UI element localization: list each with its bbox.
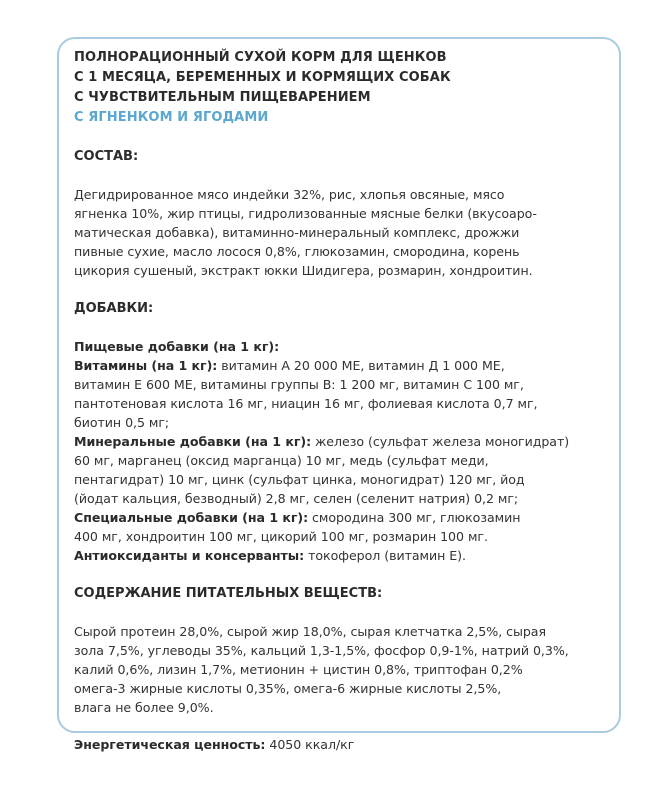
energy-label: Энергетическая ценность:	[74, 737, 266, 752]
composition-line: Дегидрированное мясо индейки 32%, рис, хлопья овсяные, мясо	[74, 187, 505, 202]
product-subtitle: С ЯГНЕНКОМ И ЯГОДАМИ	[74, 110, 269, 125]
title-line: С ЧУВСТВИТЕЛЬНЫМ ПИЩЕВАРЕНИЕМ	[74, 90, 371, 105]
minerals-line: 60 мг, марганец (оксид марганца) 10 мг, медь (сульфат меди,	[74, 453, 489, 468]
vitamins-line: биотин 0,5 мг;	[74, 415, 170, 430]
nutrients-line: Сырой протеин 28,0%, сырой жир 18,0%, сырая клетчатка 2,5%, сырая	[74, 624, 546, 639]
nutrients-text	[74, 622, 614, 717]
special-additives-text: смородина 300 мг, глюкозамин	[308, 510, 521, 525]
product-title	[74, 48, 614, 128]
minerals-line: (йодат кальция, безводный) 2,8 мг, селен (селенит натрия) 0,2 мг;	[74, 491, 519, 506]
minerals-label: Минеральные добавки (на 1 кг):	[74, 434, 312, 449]
antioxidants-label: Антиоксиданты и консерванты:	[74, 548, 305, 563]
title-line: С 1 МЕСЯЦА, БЕРЕМЕННЫХ И КОРМЯЩИХ СОБАК	[74, 70, 451, 85]
special-additives-line: 400 мг, хондроитин 100 мг, цикорий 100 мг, розмарин 100 мг.	[74, 529, 488, 544]
special-additives-label: Специальные добавки (на 1 кг):	[74, 510, 309, 525]
energy-value	[74, 735, 614, 754]
composition-line: ягненка 10%, жир птицы, гидролизованные мясные белки (вкусоаро-	[74, 206, 537, 221]
composition-line: цикория сушеный, экстракт юкки Шидигера, розмарин, хондроитин.	[74, 263, 533, 278]
vitamins-text: витамин А 20 000 МЕ, витамин Д 1 000 МЕ,	[217, 358, 505, 373]
nutrients-line: влага не более 9,0%.	[74, 700, 214, 715]
card-content	[74, 48, 614, 754]
title-line: ПОЛНОРАЦИОННЫЙ СУХОЙ КОРМ ДЛЯ ЩЕНКОВ	[74, 50, 447, 65]
minerals-line: пентагидрат) 10 мг, цинк (сульфат цинка, моногидрат) 120 мг, йод	[74, 472, 525, 487]
vitamins-label: Витамины (на 1 кг):	[74, 358, 218, 373]
nutrients-line: омега-3 жирные кислоты 0,35%, омега-6 жирные кислоты 2,5%,	[74, 681, 502, 696]
composition-line: пивные сухие, масло лосося 0,8%, глюкозамин, смородина, корень	[74, 244, 520, 259]
additives-heading: ДОБАВКИ:	[74, 301, 154, 316]
nutrients-line: калий 0,6%, лизин 1,7%, метионин + цистин 0,8%, триптофан 0,2%	[74, 662, 523, 677]
composition-line: матическая добавка), витаминно-минеральный комплекс, дрожжи	[74, 225, 520, 240]
food-additives-heading: Пищевые добавки (на 1 кг):	[74, 339, 280, 354]
vitamins-line: витамин Е 600 МЕ, витамины группы В: 1 200 мг, витамин С 100 мг,	[74, 377, 524, 392]
nutrients-line: зола 7,5%, углеводы 35%, кальций 1,3-1,5%, фосфор 0,9-1%, натрий 0,3%,	[74, 643, 569, 658]
nutrients-heading: СОДЕРЖАНИЕ ПИТАТЕЛЬНЫХ ВЕЩЕСТВ:	[74, 586, 383, 601]
minerals-text: железо (сульфат железа моногидрат)	[311, 434, 570, 449]
vitamins-line: пантотеновая кислота 16 мг, ниацин 16 мг, фолиевая кислота 0,7 мг,	[74, 396, 538, 411]
energy-number: 4050 ккал/кг	[265, 737, 355, 752]
antioxidants-text: токоферол (витамин Е).	[304, 548, 466, 563]
composition-text	[74, 185, 614, 280]
composition-heading: СОСТАВ:	[74, 149, 139, 164]
additives-text	[74, 337, 614, 565]
